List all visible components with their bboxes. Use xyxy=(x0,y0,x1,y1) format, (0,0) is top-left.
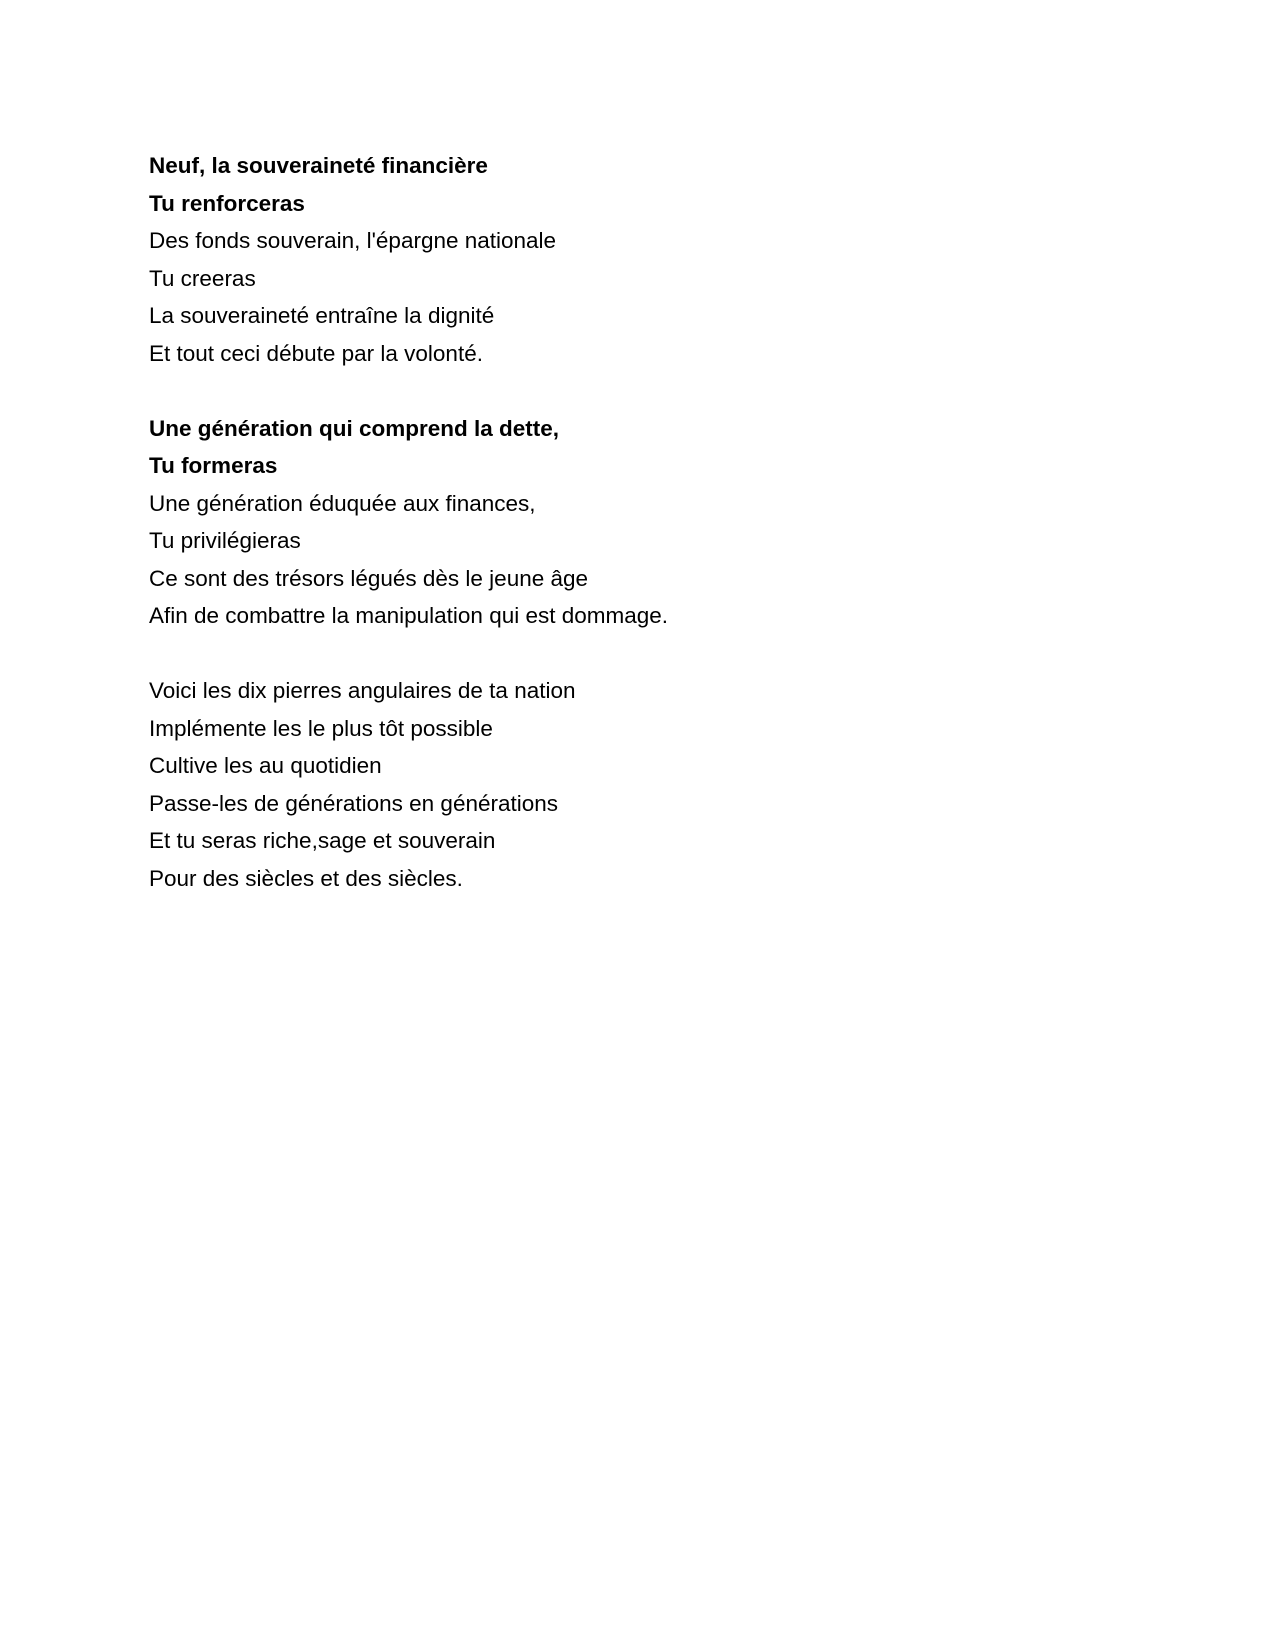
stanza-1 xyxy=(149,147,1149,372)
poem-line: Neuf, la souveraineté financière xyxy=(149,153,488,178)
poem-line: Et tu seras riche,sage et souverain xyxy=(149,828,496,853)
poem-line: Des fonds souverain, l'épargne nationale xyxy=(149,228,557,253)
poem-line: Afin de combattre la manipulation qui est dommage. xyxy=(149,603,669,628)
poem-line: Pour des siècles et des siècles. xyxy=(149,865,463,891)
poem-line: Tu formeras xyxy=(149,453,278,478)
poem-line: Implémente les le plus tôt possible xyxy=(149,715,493,741)
poem-line: Cultive les au quotidien xyxy=(149,753,382,778)
stanza-2 xyxy=(149,410,1149,635)
poem-line: Passe-les de générations en générations xyxy=(149,790,559,816)
poem-body xyxy=(149,147,1149,935)
stanza-3 xyxy=(149,672,1149,897)
poem-line: Ce sont des trésors légués dès le jeune âge xyxy=(149,565,589,591)
poem-line: Tu creeras xyxy=(149,265,256,291)
poem-line: Une génération qui comprend la dette, xyxy=(149,415,560,441)
poem-line: La souveraineté entraîne la dignité xyxy=(149,303,495,328)
poem-line: Tu renforceras xyxy=(149,190,305,216)
poem-line: Une génération éduquée aux finances, xyxy=(149,490,536,516)
poem-line: Tu privilégieras xyxy=(149,528,301,553)
poem-line: Voici les dix pierres angulaires de ta nation xyxy=(149,678,576,703)
poem-line: Et tout ceci débute par la volonté. xyxy=(149,340,483,366)
